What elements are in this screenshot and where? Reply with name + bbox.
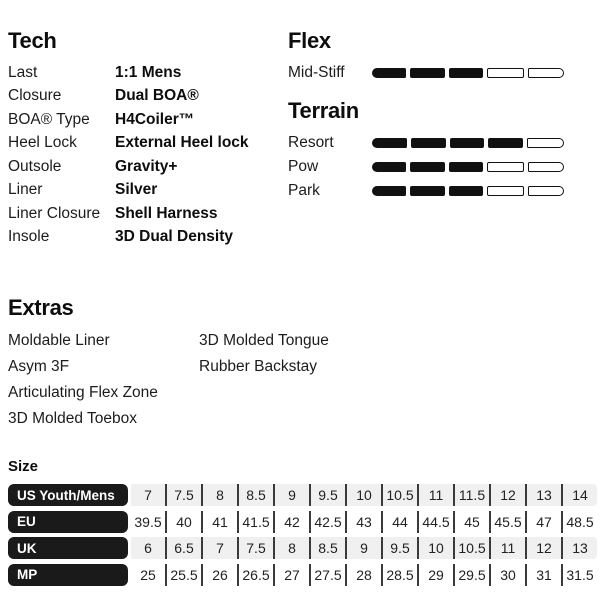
rating-segment-filled	[449, 162, 483, 172]
size-cell: 8.5	[311, 537, 347, 559]
flex-rows	[288, 61, 572, 85]
tech-spec-row	[8, 85, 288, 109]
spec-value: Silver	[115, 181, 158, 199]
size-cell: 10	[419, 537, 455, 559]
rating-segment-filled	[410, 162, 444, 172]
rating-segment-empty	[528, 68, 564, 78]
size-cell: 26	[203, 564, 239, 586]
size-cell: 11	[491, 537, 527, 559]
terrain-rows	[288, 131, 572, 203]
size-cell: 29	[419, 564, 455, 586]
size-cell: 43	[347, 511, 383, 533]
spec-label: Closure	[8, 87, 62, 105]
rating-row	[288, 155, 572, 179]
tech-spec-row	[8, 108, 288, 132]
rating-segment-filled	[488, 138, 523, 148]
size-cell: 9.5	[383, 537, 419, 559]
size-cell: 9	[275, 484, 311, 506]
size-cell: 44.5	[419, 511, 455, 533]
size-row-label: UK	[8, 537, 128, 559]
extras-item: Asym 3F	[8, 358, 70, 375]
size-cell: 39.5	[131, 511, 167, 533]
size-cell: 31.5	[566, 566, 594, 583]
rating-bar	[372, 186, 564, 196]
size-chart-table	[8, 484, 597, 586]
size-cell: 12	[527, 537, 563, 559]
rating-row	[288, 61, 572, 85]
spec-value: Shell Harness	[115, 204, 218, 222]
spec-value: External Heel lock	[115, 134, 249, 152]
size-cell: 9.5	[311, 484, 347, 506]
size-row-cells	[131, 564, 597, 586]
rating-label: Mid-Stiff	[288, 64, 345, 81]
extras-title: Extras	[8, 295, 74, 320]
size-row-label: EU	[8, 511, 128, 533]
tech-spec-row	[8, 179, 288, 203]
spec-label: Last	[8, 63, 38, 81]
spec-value: 3D Dual Density	[115, 228, 234, 246]
size-cell: 10.5	[455, 537, 491, 559]
size-cell: 8	[275, 537, 311, 559]
flex-title: Flex	[288, 28, 331, 53]
rating-segment-filled	[372, 162, 406, 172]
rating-bar	[372, 162, 564, 172]
tech-rows	[8, 61, 288, 249]
rating-segment-empty	[528, 186, 564, 196]
size-cell: 30	[491, 564, 527, 586]
spec-label: Heel Lock	[8, 134, 77, 152]
rating-segment-filled	[449, 68, 483, 78]
rating-segment-filled	[411, 138, 446, 148]
extras-item: 3D Molded Toebox	[8, 410, 137, 427]
rating-segment-empty	[527, 138, 564, 148]
spec-value: 1:1 Mens	[115, 63, 182, 81]
size-cell: 25.5	[167, 564, 203, 586]
extras-item: Articulating Flex Zone	[8, 384, 158, 401]
size-cell: 6	[131, 537, 167, 559]
size-cell: 45	[455, 511, 491, 533]
rating-segment-filled	[372, 186, 406, 196]
size-cell: 31	[527, 564, 563, 586]
size-cell: 12	[491, 484, 527, 506]
terrain-title: Terrain	[288, 98, 359, 123]
rating-segment-filled	[372, 138, 407, 148]
size-cell: 44	[383, 511, 419, 533]
tech-spec-row	[8, 61, 288, 85]
size-row-cells	[131, 537, 597, 559]
rating-segment-empty	[528, 162, 564, 172]
spec-label: Insole	[8, 228, 50, 246]
size-row-label: US Youth/Mens	[8, 484, 128, 506]
size-cell: 7.5	[239, 537, 275, 559]
spec-label: Liner Closure	[8, 204, 101, 222]
rating-segment-filled	[449, 186, 483, 196]
extras-section	[8, 295, 597, 432]
rating-bar	[372, 68, 564, 78]
size-chart-row	[8, 484, 597, 506]
size-cell: 41.5	[239, 511, 275, 533]
size-chart-row	[8, 564, 597, 586]
size-cell: 27	[275, 564, 311, 586]
size-title: Size	[8, 458, 39, 475]
top-area	[8, 28, 597, 249]
size-cell: 7	[203, 537, 239, 559]
spec-value: H4Coiler™	[115, 110, 195, 128]
size-cell: 42.5	[311, 511, 347, 533]
size-cell: 7	[131, 484, 167, 506]
size-cell: 8	[203, 484, 239, 506]
terrain-section	[288, 98, 572, 203]
rating-segment-empty	[487, 68, 523, 78]
rating-segment-filled	[450, 138, 485, 148]
size-row-label: MP	[8, 564, 128, 586]
size-cell: 13	[527, 484, 563, 506]
size-cell: 9	[347, 537, 383, 559]
size-cell: 6.5	[167, 537, 203, 559]
rating-row	[288, 179, 572, 203]
ratings-column	[288, 28, 572, 249]
tech-spec-row	[8, 226, 288, 250]
size-cell: 45.5	[491, 511, 527, 533]
spec-label: Liner	[8, 181, 43, 199]
extras-item: Rubber Backstay	[199, 358, 318, 375]
tech-spec-row	[8, 202, 288, 226]
size-cell: 26.5	[239, 564, 275, 586]
size-cell: 25	[131, 564, 167, 586]
size-cell: 8.5	[239, 484, 275, 506]
size-cell: 10.5	[383, 484, 419, 506]
size-chart-row	[8, 537, 597, 559]
size-cell: 14	[572, 487, 588, 503]
size-cell: 41	[203, 511, 239, 533]
rating-segment-filled	[410, 186, 444, 196]
rating-label: Park	[288, 182, 320, 199]
size-cell: 13	[572, 540, 588, 556]
extras-columns	[8, 328, 597, 432]
spec-value: Dual BOA®	[115, 87, 199, 105]
rating-label: Pow	[288, 158, 319, 175]
size-chart-section	[8, 458, 597, 586]
size-cell: 28.5	[383, 564, 419, 586]
extras-item: Moldable Liner	[8, 332, 110, 349]
spec-label: Outsole	[8, 157, 62, 175]
size-cell: 10	[347, 484, 383, 506]
spec-value: Gravity+	[115, 157, 178, 175]
extras-column-1	[8, 328, 199, 432]
size-cell: 48.5	[566, 513, 594, 530]
size-cell: 47	[527, 511, 563, 533]
rating-label: Resort	[288, 134, 334, 151]
spec-label: BOA® Type	[8, 110, 90, 128]
size-cell: 11	[419, 484, 455, 506]
extras-column-2	[199, 328, 329, 432]
size-cell: 40	[167, 511, 203, 533]
size-cell: 28	[347, 564, 383, 586]
size-cell: 7.5	[167, 484, 203, 506]
extras-item: 3D Molded Tongue	[199, 332, 329, 349]
size-row-cells	[131, 484, 597, 506]
tech-title: Tech	[8, 28, 57, 53]
size-cell: 29.5	[455, 564, 491, 586]
flex-section	[288, 28, 572, 85]
tech-spec-row	[8, 132, 288, 156]
tech-spec-row	[8, 155, 288, 179]
rating-row	[288, 131, 572, 155]
rating-segment-empty	[487, 186, 523, 196]
size-cell: 11.5	[455, 484, 491, 506]
rating-bar	[372, 138, 564, 148]
size-chart-row	[8, 511, 597, 533]
tech-section	[8, 28, 288, 249]
rating-segment-empty	[487, 162, 523, 172]
rating-segment-filled	[410, 68, 444, 78]
size-cell: 27.5	[311, 564, 347, 586]
rating-segment-filled	[372, 68, 406, 78]
size-cell: 42	[275, 511, 311, 533]
size-row-cells	[131, 511, 597, 533]
